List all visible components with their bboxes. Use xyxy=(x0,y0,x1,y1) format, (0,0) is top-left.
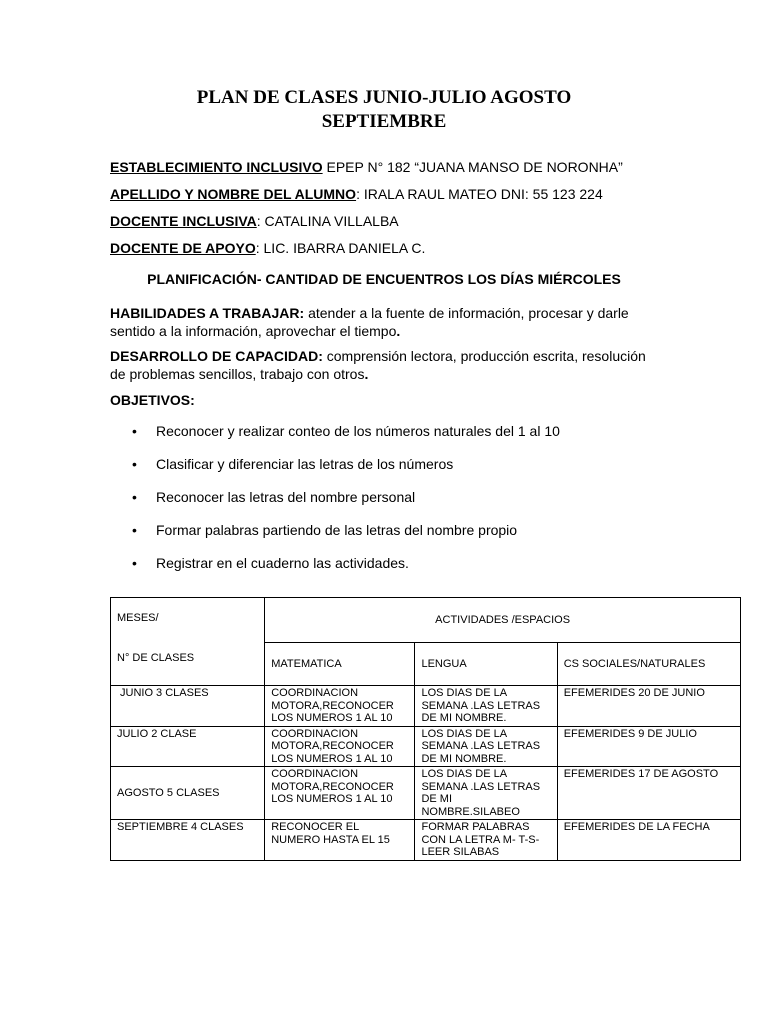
alumno-line xyxy=(110,185,603,203)
title-line-2: SEPTIEMBRE xyxy=(321,111,447,132)
table-row xyxy=(111,820,741,861)
alumno-value: : IRALA RAUL MATEO DNI: 55 123 224 xyxy=(356,186,603,202)
cs-sociales-cell: EFEMERIDES 20 DE JUNIO xyxy=(557,686,740,727)
habilidades-text-2: sentido a la información, aprovechar el tiempo xyxy=(110,323,397,339)
list-item xyxy=(110,454,560,487)
objetivo-text: Reconocer las letras del nombre personal xyxy=(156,489,416,505)
objetivo-text: Registrar en el cuaderno las actividades. xyxy=(156,555,409,571)
column-header-cs-sociales: CS SOCIALES/NATURALES xyxy=(557,643,740,686)
objetivos-list xyxy=(110,421,560,586)
cs-sociales-cell: EFEMERIDES 17 DE AGOSTO xyxy=(557,767,740,820)
bullet-icon: • xyxy=(132,423,137,439)
lengua-cell: LOS DIAS DE LA SEMANA .LAS LETRAS DE MI NOMBRE.SILABEO xyxy=(415,767,557,820)
alumno-label: APELLIDO Y NOMBRE DEL ALUMNO xyxy=(110,186,357,202)
list-item xyxy=(110,487,560,520)
list-item xyxy=(110,553,560,586)
table-header-row xyxy=(111,598,741,643)
table-row xyxy=(111,767,741,820)
objetivos-label: OBJETIVOS: xyxy=(110,392,195,408)
months-header-line-1: MESES/ xyxy=(117,612,159,624)
bullet-icon: • xyxy=(132,456,137,472)
column-header-matematica: MATEMATICA xyxy=(265,643,415,686)
months-header-line-2: N° DE CLASES xyxy=(117,651,195,664)
planificacion-heading: PLANIFICACIÓN- CANTIDAD DE ENCUENTROS LOS DÍAS MIÉRCOLES xyxy=(147,271,621,287)
month-cell: SEPTIEMBRE 4 CLASES xyxy=(111,820,265,861)
cs-sociales-cell: EFEMERIDES 9 DE JULIO xyxy=(557,726,740,767)
establecimiento-value: EPEP N° 182 “JUANA MANSO DE NORONHA” xyxy=(322,159,623,175)
habilidades-label: HABILIDADES A TRABAJAR: xyxy=(110,305,305,321)
bullet-icon: • xyxy=(132,555,137,571)
matematica-cell: COORDINACION MOTORA,RECONOCER LOS NUMEROS 1 AL 10 xyxy=(265,686,415,727)
docente-apoyo-label: DOCENTE DE APOYO xyxy=(110,240,256,256)
activities-header: ACTIVIDADES /ESPACIOS xyxy=(265,598,741,643)
bullet-icon: • xyxy=(132,489,137,505)
document-title xyxy=(110,86,658,134)
desarrollo-text-1: comprensión lectora, producción escrita, resolución xyxy=(322,348,646,364)
cs-sociales-cell: EFEMERIDES DE LA FECHA xyxy=(557,820,740,861)
lengua-cell: FORMAR PALABRAS CON LA LETRA M- T-S- LEER SILABAS xyxy=(415,820,557,861)
bullet-icon: • xyxy=(132,522,137,538)
docente-inclusiva-line xyxy=(110,212,399,230)
habilidades-text-1: atender a la fuente de información, procesar y darle xyxy=(304,305,629,321)
months-header-cell xyxy=(111,598,265,686)
docente-inclusiva-label: DOCENTE INCLUSIVA xyxy=(110,213,257,229)
lengua-cell: LOS DIAS DE LA SEMANA .LAS LETRAS DE MI NOMBRE. xyxy=(415,726,557,767)
desarrollo-label: DESARROLLO DE CAPACIDAD: xyxy=(110,348,323,364)
matematica-cell: RECONOCER EL NUMERO HASTA EL 15 xyxy=(265,820,415,861)
plan-table xyxy=(110,597,741,861)
objetivo-text: Formar palabras partiendo de las letras del nombre propio xyxy=(156,522,518,538)
lengua-cell: LOS DIAS DE LA SEMANA .LAS LETRAS DE MI NOMBRE. xyxy=(415,686,557,727)
habilidades-paragraph xyxy=(110,304,670,340)
list-item xyxy=(110,421,560,454)
table-row xyxy=(111,726,741,767)
docente-apoyo-value: : LIC. IBARRA DANIELA C. xyxy=(255,240,426,256)
column-header-lengua: LENGUA xyxy=(415,643,557,686)
month-cell: JUNIO 3 CLASES xyxy=(111,686,265,727)
docente-apoyo-line xyxy=(110,239,425,257)
month-cell: AGOSTO 5 CLASES xyxy=(111,767,265,820)
desarrollo-paragraph xyxy=(110,347,670,383)
month-cell: JULIO 2 CLASE xyxy=(111,726,265,767)
desarrollo-text-2: de problemas sencillos, trabajo con otros xyxy=(110,366,365,382)
objetivo-text: Clasificar y diferenciar las letras de los números xyxy=(156,456,454,472)
habilidades-end: . xyxy=(396,323,401,339)
title-line-1: PLAN DE CLASES JUNIO-JULIO AGOSTO xyxy=(196,87,572,108)
objetivo-text: Reconocer y realizar conteo de los números naturales del 1 al 10 xyxy=(156,423,560,439)
table-row xyxy=(111,686,741,727)
list-item xyxy=(110,520,560,553)
docente-inclusiva-value: : CATALINA VILLALBA xyxy=(256,213,399,229)
desarrollo-end: . xyxy=(364,366,369,382)
matematica-cell: COORDINACION MOTORA,RECONOCER LOS NUMEROS 1 AL 10 xyxy=(265,767,415,820)
matematica-cell: COORDINACION MOTORA,RECONOCER LOS NUMEROS 1 AL 10 xyxy=(265,726,415,767)
establecimiento-line xyxy=(110,158,623,176)
establecimiento-label: ESTABLECIMIENTO INCLUSIVO xyxy=(110,159,323,175)
